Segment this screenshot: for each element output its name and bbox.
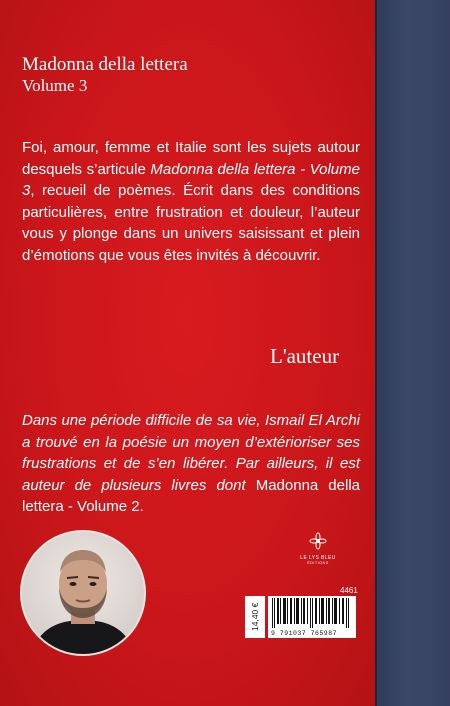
publisher-name: LE LYS BLEU bbox=[300, 555, 336, 561]
book-title: Madonna della lettera bbox=[22, 54, 188, 75]
blurb-text-start: Foi, amour, femme et Italie sont les sujets autour desquels s’articule bbox=[22, 139, 360, 178]
author-bio bbox=[22, 410, 360, 518]
product-code: 4461 bbox=[340, 586, 358, 595]
blurb-text-end: , recueil de poèmes. Écrit dans des conditions particulières, entre frustration et douleur, l’auteur vous y plonge dans un univers saisissant et plein d’émotions que vous êtes invités à découvrir. bbox=[22, 182, 360, 264]
author-portrait-image bbox=[22, 532, 144, 654]
author-photo bbox=[20, 530, 146, 656]
book-spine bbox=[375, 0, 450, 706]
lily-flower-icon bbox=[309, 532, 327, 550]
author-heading: L'auteur bbox=[270, 344, 340, 368]
spine-edge bbox=[375, 0, 377, 706]
book-blurb bbox=[22, 137, 360, 266]
price-label: 14,40 € bbox=[250, 602, 260, 632]
barcode-bars bbox=[268, 596, 356, 630]
publisher-subtitle: ÉDITIONS bbox=[307, 561, 329, 565]
publisher-logo bbox=[290, 532, 346, 566]
isbn-digits: 9 791037 765987 bbox=[271, 630, 338, 637]
author-bio-text: Dans une période difficile de sa vie, Ismail El Archi a trouvé en la poésie un moyen d’extérioriser ses frustrations et de s’en libérer. Par ailleurs, il est auteur de plusieurs livres dont bbox=[22, 412, 360, 494]
book-subtitle: Volume 3 bbox=[22, 76, 88, 95]
author-bio-work: Madonna della lettera - Volume 2. bbox=[22, 476, 360, 515]
blurb-book-title: Madonna della lettera - Volume 3 bbox=[22, 160, 360, 199]
